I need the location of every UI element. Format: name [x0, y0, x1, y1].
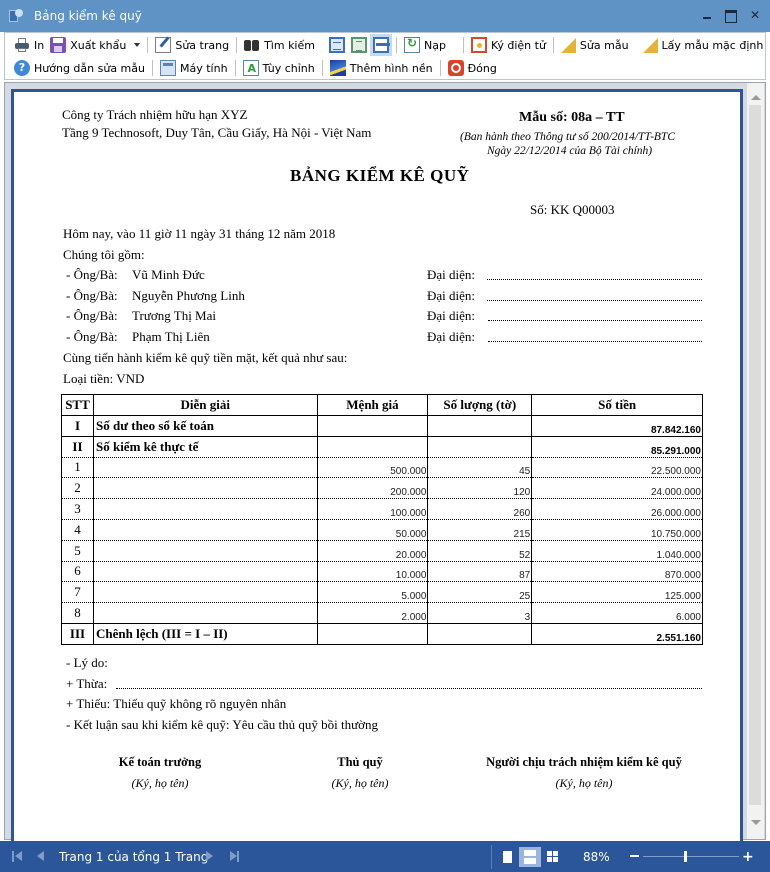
- table-row: 7 5.000 25 125.000: [62, 582, 703, 603]
- toolbar-divider: [152, 60, 153, 76]
- representative-line: [488, 341, 702, 342]
- header-amount: Số tiền: [532, 395, 703, 416]
- zoom-slider-thumb[interactable]: [684, 851, 687, 862]
- view-whole-page-button[interactable]: [348, 34, 370, 56]
- reason-label: - Lý do:: [66, 655, 108, 670]
- member-prefix: - Ông/Bà:: [66, 329, 118, 344]
- signature-responsible-person: Người chịu trách nhiệm kiểm kê quỹ: [486, 755, 682, 769]
- document-title: BẢNG KIỂM KÊ QUỸ: [290, 166, 470, 185]
- default-template-button[interactable]: Lấy mẫu mặc định: [640, 34, 767, 56]
- digital-sign-button[interactable]: Ký điện tử: [468, 34, 549, 56]
- table-row: 8 2.000 3 6.000: [62, 603, 703, 624]
- member-name: Nguyễn Phương Linh: [132, 288, 245, 303]
- issued-by-line-2: Ngày 22/12/2014 của Bộ Tài chính): [487, 145, 653, 157]
- calculator-button[interactable]: Máy tính: [157, 57, 231, 79]
- single-page-mode-button[interactable]: [497, 847, 519, 867]
- last-page-button[interactable]: [230, 851, 240, 862]
- representative-label: Đại diện:: [427, 288, 476, 303]
- representative-label: Đại diện:: [427, 267, 476, 282]
- table-row: 6 10.000 87 870.000: [62, 561, 703, 582]
- member-name: Phạm Thị Liên: [132, 329, 210, 344]
- toolbar-divider: [440, 60, 441, 76]
- header-stt: STT: [62, 395, 94, 416]
- signature-note: (Ký, họ tên): [331, 776, 389, 790]
- edit-page-button[interactable]: Sửa trang: [152, 34, 232, 56]
- background-image-icon: [330, 60, 346, 76]
- page-width-view-icon: [373, 37, 389, 53]
- close-button[interactable]: Đóng: [445, 57, 500, 79]
- date-line: Hôm nay, vào 11 giờ 11 ngày 31 tháng 12 năm 2018: [63, 226, 336, 241]
- table-row-book-balance: I Số dư theo sổ kế toán 87.842.160: [62, 416, 703, 437]
- previous-page-button[interactable]: [37, 851, 44, 861]
- member-prefix: - Ông/Bà:: [66, 288, 118, 303]
- member-prefix: - Ông/Bà:: [66, 267, 118, 282]
- representative-line: [487, 279, 702, 280]
- status-divider: [491, 845, 492, 869]
- view-page-width-button[interactable]: [370, 34, 392, 56]
- printer-icon: [14, 37, 30, 53]
- table-row-actual-count: II Số kiểm kê thực tế 85.291.000: [62, 436, 703, 457]
- title-bar: [0, 0, 770, 32]
- minimize-icon[interactable]: [700, 8, 714, 22]
- toolbar-divider: [236, 37, 237, 53]
- power-icon: [448, 60, 464, 76]
- form-number: Mẫu số: 08a – TT: [519, 110, 625, 125]
- header-description: Diễn giải: [93, 395, 317, 416]
- ruler-icon: [643, 38, 658, 53]
- signature-chief-accountant: Kế toán trưởng: [118, 755, 202, 769]
- search-button[interactable]: Tìm kiếm: [241, 34, 318, 56]
- signature-note: (Ký, họ tên): [131, 776, 189, 790]
- maximize-icon[interactable]: [724, 8, 738, 22]
- view-single-page-button[interactable]: [326, 34, 348, 56]
- add-background-button[interactable]: Thêm hình nền: [327, 57, 436, 79]
- representative-label: Đại diện:: [427, 308, 476, 323]
- zoom-slider[interactable]: [643, 856, 739, 857]
- shortage-line: + Thiếu: Thiếu quỹ không rõ nguyên nhân: [66, 696, 287, 711]
- table-row: 2 200.000 120 24.000.000: [62, 478, 703, 499]
- close-icon[interactable]: ✕: [749, 8, 761, 22]
- issued-by-line-1: (Ban hành theo Thông tư số 200/2014/TT-BTC: [460, 131, 675, 143]
- member-prefix: - Ông/Bà:: [66, 308, 118, 323]
- document-number: Số: KK Q00003: [530, 202, 615, 217]
- first-page-button[interactable]: [12, 851, 22, 862]
- ruler-icon: [561, 38, 576, 53]
- company-address: Tầng 9 Technosoft, Duy Tân, Cầu Giấy, Hà Nội - Việt Nam: [62, 125, 372, 140]
- template-help-button[interactable]: ? Hướng dẫn sửa mẫu: [11, 57, 148, 79]
- currency-line: Loại tiền: VND: [63, 371, 145, 386]
- page-info: Trang 1 của tổng 1 Trang: [59, 850, 209, 864]
- proceed-line: Cùng tiến hành kiểm kê quỹ tiền mặt, kết quả như sau:: [63, 350, 348, 365]
- table-row: 3 100.000 260 26.000.000: [62, 499, 703, 520]
- reload-icon: [404, 37, 420, 53]
- surplus-label: + Thừa:: [66, 676, 108, 691]
- members-intro: Chúng tôi gồm:: [63, 247, 145, 262]
- signature-note: (Ký, họ tên): [555, 776, 613, 790]
- table-header-row: [62, 395, 703, 416]
- toolbar: [4, 32, 766, 80]
- continuous-page-icon: [524, 850, 536, 856]
- save-icon: [50, 37, 66, 53]
- multi-page-icon: [547, 851, 552, 856]
- representative-label: Đại diện:: [427, 329, 476, 344]
- zoom-out-icon[interactable]: [630, 855, 639, 857]
- toolbar-divider: [463, 37, 464, 53]
- status-bar: [0, 841, 770, 872]
- whole-page-view-icon: [351, 37, 367, 53]
- customize-icon: [243, 60, 259, 76]
- conclusion-line: - Kết luận sau khi kiểm kê quỹ: Yêu cầu thủ quỹ bồi thường: [66, 717, 379, 732]
- surplus-line: [116, 688, 702, 689]
- signature-cashier: Thủ quỹ: [337, 755, 383, 769]
- representative-line: [487, 300, 702, 301]
- zoom-level: 88%: [583, 850, 610, 864]
- table-row: 5 20.000 52 1.040.000: [62, 540, 703, 561]
- vertical-scrollbar[interactable]: [747, 83, 764, 839]
- scroll-down-icon[interactable]: [751, 820, 761, 825]
- toolbar-divider: [235, 60, 236, 76]
- toolbar-divider: [147, 37, 148, 53]
- representative-line: [488, 320, 702, 321]
- table-row: 1 500.000 45 22.500.000: [62, 457, 703, 478]
- app-icon: [8, 8, 24, 24]
- header-denomination: Mệnh giá: [317, 395, 428, 416]
- table-row-difference: III Chênh lệch (III = I – II) 2.551.160: [62, 623, 703, 644]
- edit-page-icon: [155, 37, 171, 53]
- continuous-mode-button[interactable]: [519, 847, 541, 867]
- calculator-icon: [160, 60, 176, 76]
- next-page-button[interactable]: [206, 851, 213, 861]
- multi-page-mode-button[interactable]: [541, 847, 563, 867]
- window-title: Bảng kiểm kê quỹ: [34, 9, 142, 23]
- member-name: Vũ Minh Đức: [132, 267, 205, 282]
- certificate-icon: [471, 37, 487, 53]
- toolbar-divider: [322, 60, 323, 76]
- help-icon: ?: [14, 60, 30, 76]
- binoculars-icon: [244, 37, 260, 53]
- toolbar-divider: [553, 37, 554, 53]
- customize-button[interactable]: A Tùy chỉnh: [240, 57, 318, 79]
- scrollbar-thumb[interactable]: [749, 105, 761, 805]
- header-quantity: Số lượng (tờ): [428, 395, 532, 416]
- toolbar-divider: [396, 37, 397, 53]
- print-button[interactable]: In: [11, 34, 47, 56]
- export-button[interactable]: Xuất khẩu: [47, 34, 143, 56]
- company-name: Công ty Trách nhiệm hữu hạn XYZ: [62, 107, 248, 122]
- scroll-up-icon[interactable]: [751, 95, 761, 100]
- cash-count-table: [61, 394, 703, 645]
- zoom-in-icon[interactable]: +: [742, 849, 754, 865]
- reload-button[interactable]: ↻ Nạp: [401, 34, 449, 56]
- single-page-view-icon: [329, 37, 345, 53]
- edit-template-button[interactable]: Sửa mẫu: [558, 34, 632, 56]
- table-row: 4 50.000 215 10.750.000: [62, 519, 703, 540]
- chevron-down-icon[interactable]: [134, 43, 140, 47]
- single-page-icon: [503, 851, 512, 863]
- member-name: Trương Thị Mai: [132, 308, 216, 323]
